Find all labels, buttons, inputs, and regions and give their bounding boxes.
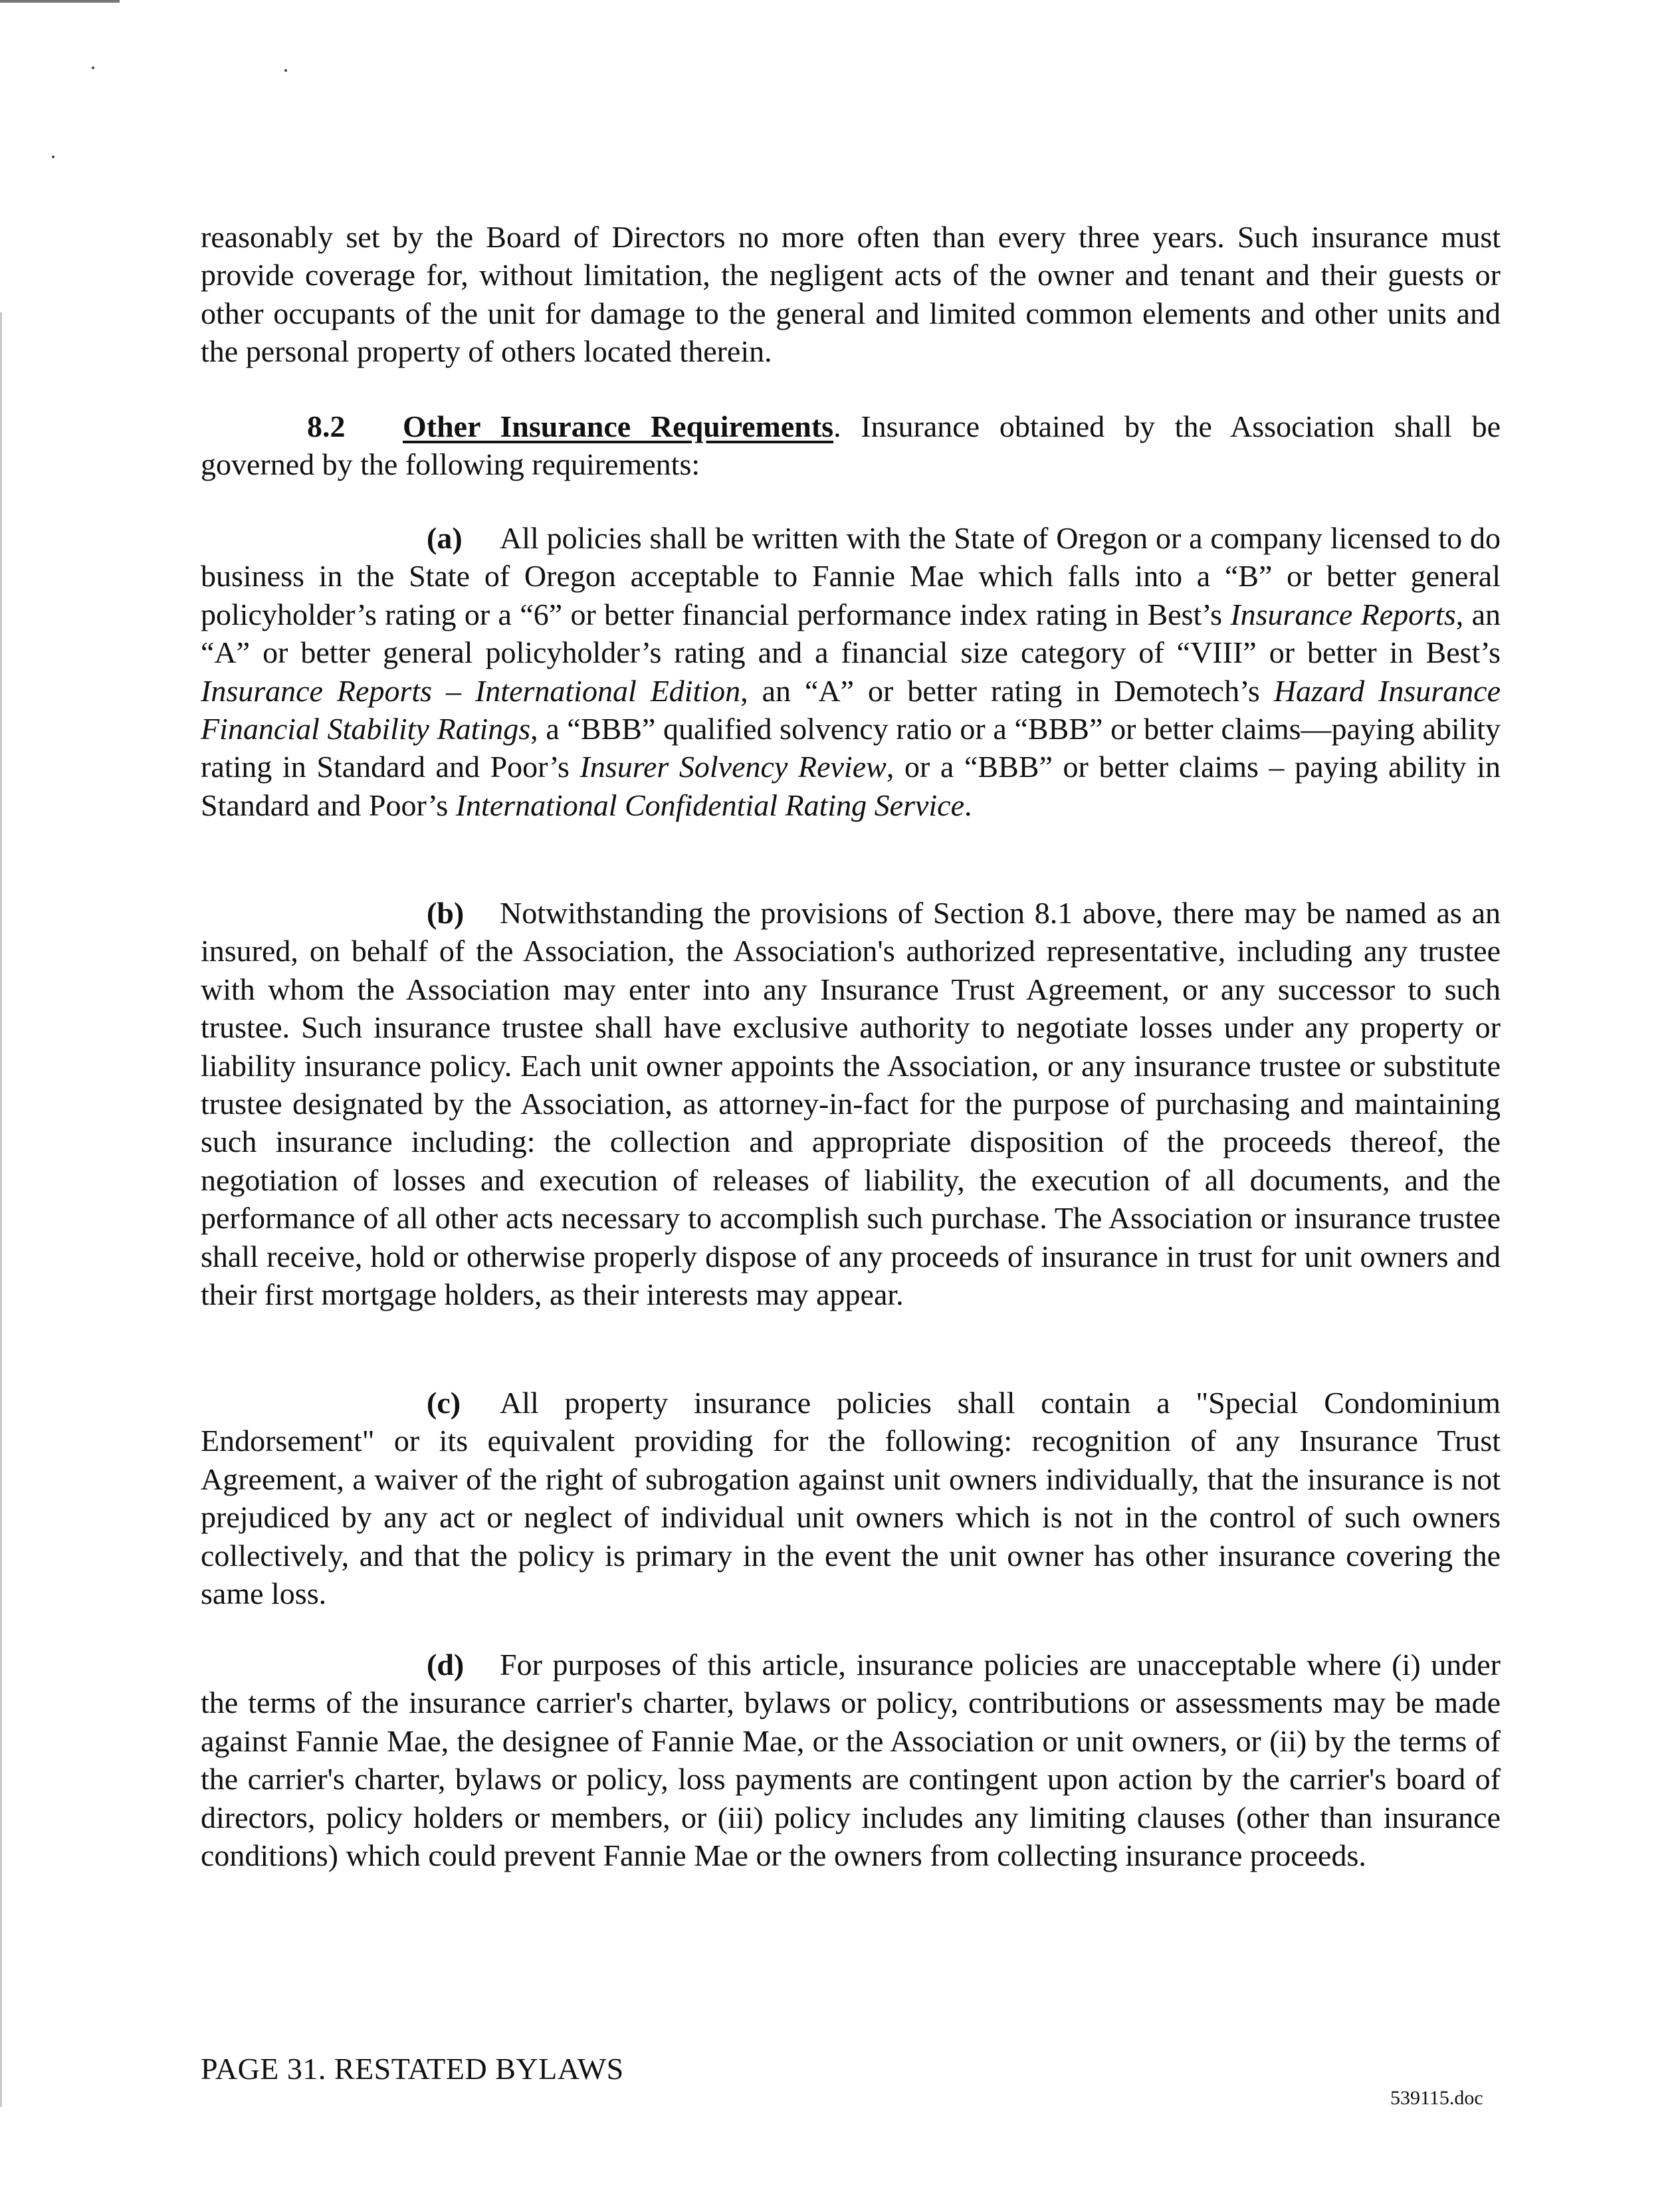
publication-title: International Confidential Rating Service: [455, 788, 965, 822]
section-8-1-continuation: [201, 218, 1501, 371]
scan-speck: [92, 66, 94, 69]
section-intro-text: . Insurance obtained by the Association shall be governed by the following requirements:: [201, 409, 1501, 482]
scan-left-edge: [0, 312, 2, 2107]
section-8-2-paragraph: [201, 407, 1501, 484]
subsection-d: [201, 1646, 1501, 1874]
subsection-text: , an “A” or better rating in Demotech’s: [740, 673, 1274, 708]
subsection-label: (b): [427, 896, 465, 930]
scan-top-line: [0, 0, 120, 3]
subsection-b: [201, 894, 1501, 1313]
subsection-text: , a “BBB” qualified solvency ratio or a “BBB” or better claims—paying ability rating in Standard and Poor’s: [201, 712, 1501, 784]
section-number: 8.2: [307, 409, 346, 443]
subsection-c: [201, 1384, 1501, 1612]
subsection-b-paragraph: [201, 894, 1501, 1313]
section-8-2: [201, 407, 1501, 484]
document-id: 539115.doc: [1390, 2087, 1483, 2109]
subsection-label: (d): [427, 1648, 465, 1682]
subsection-c-paragraph: [201, 1384, 1501, 1612]
subsection-text: All policies shall be written with the State of Oregon or a company licensed to do business in the State of Oregon acceptable to Fannie Mae which falls into a “B” or better general policyholder’s rating or a “6” or better financial performance index rating in Best’s: [201, 521, 1501, 631]
subsection-text: All property insurance policies shall contain a "Special Condominium Endorsement" or its equivalent providing for the following: recognition of any Insurance Trust Agreement, a waiver of the right of subrogation against unit owners individually, that the insurance is not prejudiced by any act or neglect of individual unit owners which is not in the control of such owners collectively, and that the policy is primary in the event the unit owner has other insurance covering the same loss.: [201, 1386, 1501, 1611]
subsection-d-paragraph: [201, 1646, 1501, 1874]
scan-speck: [52, 156, 54, 158]
publication-title: Insurance Reports: [1230, 597, 1456, 631]
subsection-label: (a): [427, 521, 463, 555]
subsection-a-paragraph: [201, 519, 1501, 824]
subsection-a: [201, 519, 1501, 824]
section-heading: Other Insurance Requirements: [403, 409, 834, 443]
subsection-text: .: [964, 788, 972, 822]
subsection-text: For purposes of this article, insurance policies are unacceptable where (i) under the terms of the insurance carrier's charter, bylaws or policy, contributions or assessments may be made against Fannie Mae, the designee of Fannie Mae, or the Association or unit owners, or (ii) by the terms of the carrier's charter, bylaws or policy, loss payments are contingent upon action by the carrier's board of directors, policy holders or members, or (iii) policy includes any limiting clauses (other than insurance conditions) which could prevent Fannie Mae or the owners from collecting insurance proceeds.: [201, 1648, 1501, 1873]
page-footer-label: PAGE 31. RESTATED BYLAWS: [201, 2052, 624, 2086]
publication-title: Insurance Reports – International Edition: [201, 673, 741, 708]
paragraph-text: reasonably set by the Board of Directors no more often than every three years. Such insurance must provide coverage for, without limitation, the negligent acts of the owner and tenant and their guests or other occupants of the unit for damage to the general and limited common elements and other units and the personal property of others located therein.: [201, 220, 1501, 369]
subsection-text: , an “A” or better general policyholder’s rating and a financial size category of “VIII” or better in Best’s: [201, 597, 1501, 670]
scan-speck: [284, 69, 287, 72]
subsection-text: Notwithstanding the provisions of Section 8.1 above, there may be named as an insured, on behalf of the Association, the Association's authorized representative, including any trustee with whom the Association may enter into any Insurance Trust Agreement, or any successor to such trustee. Such insurance trustee shall have exclusive authority to negotiate losses under any property or liability insurance policy. Each unit owner appoints the Association, or any insurance trustee or substitute trustee designated by the Association, as attorney-in-fact for the purpose of purchasing and maintaining such insurance including: the collection and appropriate disposition of the proceeds thereof, the negotiation of losses and execution of releases of liability, the execution of all documents, and the performance of all other acts necessary to accomplish such purchase. The Association or insurance trustee shall receive, hold or otherwise properly dispose of any proceeds of insurance in trust for unit owners and their first mortgage holders, as their interests may appear.: [201, 896, 1501, 1312]
publication-title: Insurer Solvency Review: [579, 750, 887, 784]
subsection-text: , or a “BBB” or better claims – paying ability in Standard and Poor’s: [201, 750, 1501, 822]
publication-title: Hazard Insurance Financial Stability Ratings: [201, 673, 1501, 746]
subsection-label: (c): [427, 1386, 461, 1420]
